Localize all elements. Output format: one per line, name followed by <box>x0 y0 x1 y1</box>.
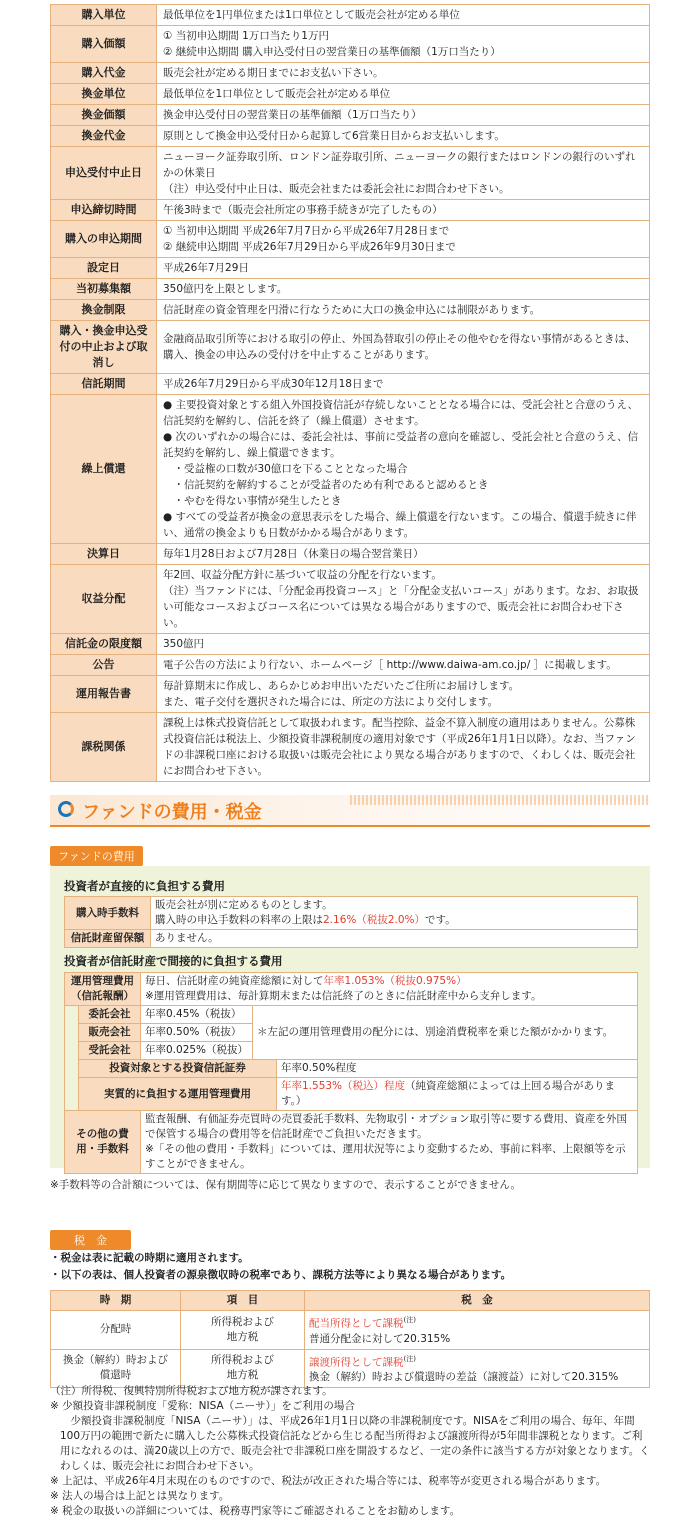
spec-value: 最低単位を1円単位または1口単位として販売会社が定める単位 <box>157 5 650 26</box>
column-header: 時 期 <box>51 1291 181 1311</box>
spec-row <box>51 5 650 26</box>
purchase-fee-label: 購入時手数料 <box>65 897 151 930</box>
spec-value: 販売会社が定める期日までにお支払い下さい。 <box>157 63 650 84</box>
breakdown-value: 年率0.025%（税抜） <box>141 1042 253 1060</box>
spec-value: 平成26年7月29日 <box>157 258 650 279</box>
breakdown-label: 受託会社 <box>79 1042 141 1060</box>
spec-label: 繰上償還 <box>51 395 157 544</box>
tax-value <box>305 1311 650 1350</box>
spec-row <box>51 279 650 300</box>
table-row <box>65 930 638 948</box>
table-row <box>51 1349 650 1388</box>
spec-label: 公告 <box>51 655 157 676</box>
fee-footnote: ※手数料等の合計額については、保有期間等に応じて異なりますので、表示することができません。 <box>50 1179 522 1191</box>
indent-cell <box>65 1060 79 1078</box>
spec-label: 収益分配 <box>51 565 157 634</box>
spec-row <box>51 147 650 200</box>
spec-row <box>51 713 650 782</box>
column-header: 税 金 <box>305 1291 650 1311</box>
table-header-row <box>51 1291 650 1311</box>
spec-label: 換金単位 <box>51 84 157 105</box>
spec-row <box>51 544 650 565</box>
target-fund-value: 年率0.50%程度 <box>277 1060 638 1078</box>
table-row <box>65 1078 638 1111</box>
tax-note: ※ 少額投資非課税制度「愛称：NISA（ニーサ）」をご利用の場合 <box>50 1400 355 1412</box>
indent-cell <box>65 1078 79 1111</box>
tax-detail: 換金（解約）時および償還時の差益（譲渡益）に対して20.315% <box>309 1371 619 1383</box>
spec-row <box>51 105 650 126</box>
purchase-fee-line1: 販売会社が別に定めるものとします。 <box>155 899 333 911</box>
other-fee-label: その他の費用・手数料 <box>65 1111 141 1174</box>
table-row <box>51 1311 650 1350</box>
spec-label: 申込受付中止日 <box>51 147 157 200</box>
spec-row <box>51 126 650 147</box>
tax-value <box>305 1349 650 1388</box>
spec-value: 350億円 <box>157 634 650 655</box>
tax-detail: 普通分配金に対して20.315% <box>309 1332 451 1345</box>
tax-type: 配当所得として課税 <box>309 1317 404 1330</box>
spec-row <box>51 26 650 63</box>
mgmt-fee-text: 毎日、信託財産の純資産総額に対して <box>145 975 324 987</box>
tax-sup: (注) <box>403 1354 416 1363</box>
spec-label: 換金代金 <box>51 126 157 147</box>
spec-row <box>51 374 650 395</box>
mgmt-fee-value <box>141 973 638 1006</box>
tax-note: ※ 法人の場合は上記とは異なります。 <box>50 1490 230 1502</box>
spec-row <box>51 300 650 321</box>
spec-value: 毎計算期末に作成し、あらかじめお申出いただいたご住所にお届けします。 また、電子交付を選択された場合には、所定の方法により交付します。 <box>157 676 650 713</box>
reserve-value: ありません。 <box>151 930 638 948</box>
spec-label: 購入の申込期間 <box>51 221 157 258</box>
table-row <box>65 897 638 930</box>
spec-value: ① 当初申込期間 平成26年7月7日から平成26年7月28日まで ② 継続申込期間 平成26年7月29日から平成26年9月30日まで <box>157 221 650 258</box>
spec-value: 年2回、収益分配方針に基づいて収益の分配を行ないます。 （注）当ファンドには、「分配金再投資コース」と「分配金支払いコース」があります。なお、お取扱い可能なコースおよびコース名については異なる場合がありますので、販売会社にお問合わせ下さい。 <box>157 565 650 634</box>
other-fee-value: 監査報酬、有価証券売買時の売買委託手数料、先物取引・オプション取引等に要する費用、資産を外国で保管する場合の費用等を信託財産でご負担いただきます。 ※「その他の費用・手数料」については、運用状況等により変動するため、事前に料率、上限額等を示すことができません。 <box>141 1111 638 1174</box>
spec-row <box>51 565 650 634</box>
spec-label: 申込締切時間 <box>51 200 157 221</box>
reserve-label: 信託財産留保額 <box>65 930 151 948</box>
spec-label: 換金制限 <box>51 300 157 321</box>
section-title: ファンドの費用・税金 <box>82 802 262 823</box>
table-row <box>65 1111 638 1174</box>
purchase-fee-line2: 購入時の申込手数料の料率の上限は <box>155 914 323 926</box>
spec-row <box>51 221 650 258</box>
purchase-fee-rate: 2.16%（税抜2.0%） <box>323 914 426 926</box>
spec-label: 購入代金 <box>51 63 157 84</box>
indirect-cost-heading: 投資者が信託財産で間接的に負担する費用 <box>64 954 283 968</box>
spec-value: ニューヨーク証券取引所、ロンドン証券取引所、ニューヨークの銀行またはロンドンの銀行のいずれかの休業日 （注）申込受付中止日は、販売会社または委託会社にお問合わせ下さい。 <box>157 147 650 200</box>
spec-label: 購入・換金申込受付の中止および取消し <box>51 321 157 374</box>
spec-row <box>51 200 650 221</box>
tax-period: 分配時 <box>51 1311 181 1350</box>
spec-label: 信託金の限度額 <box>51 634 157 655</box>
spec-row <box>51 258 650 279</box>
spec-value: 金融商品取引所等における取引の停止、外国為替取引の停止その他やむを得ない事情があるときは、購入、換金の申込みの受付けを中止することがあります。 <box>157 321 650 374</box>
spec-label: 換金価額 <box>51 105 157 126</box>
tax-tag: 税 金 <box>50 1230 131 1250</box>
tax-notes <box>50 1384 650 1519</box>
tax-note: ※ 税金の取扱いの詳細については、税務専門家等にご確認されることをお勧めします。 <box>50 1505 461 1517</box>
spec-value: 午後3時まで（販売会社所定の事務手続きが完了したもの） <box>157 200 650 221</box>
spec-label: 購入単位 <box>51 5 157 26</box>
spec-label: 購入価額 <box>51 26 157 63</box>
tax-note: ※ 上記は、平成26年4月末現在のものですので、税法が改正された場合等には、税率等が変更される場合があります。 <box>50 1475 607 1487</box>
breakdown-value: 年率0.45%（税抜） <box>141 1006 253 1024</box>
spec-label: 決算日 <box>51 544 157 565</box>
tax-period: 換金（解約）時および 償還時 <box>51 1349 181 1388</box>
tax-table <box>50 1290 650 1388</box>
spec-row <box>51 655 650 676</box>
tax-type: 譲渡所得として課税 <box>309 1356 404 1368</box>
column-header: 項 目 <box>181 1291 305 1311</box>
tax-note: （注）所得税、復興特別所得税および地方税が課されます。 <box>50 1385 333 1397</box>
breakdown-label: 販売会社 <box>79 1024 141 1042</box>
spec-row <box>51 676 650 713</box>
fund-spec-table <box>50 4 650 782</box>
actual-fee-note: （純資産総額によっては上回る場合があります。） <box>281 1080 616 1107</box>
mgmt-fee-note: ※運用管理費用は、毎計算期末または信託終了のときに信託財産中から支弁します。 <box>145 990 542 1002</box>
spec-label: 課税関係 <box>51 713 157 782</box>
spec-value: 毎年1月28日および7月28日（休業日の場合翌営業日） <box>157 544 650 565</box>
section-header <box>50 795 650 827</box>
table-row <box>65 1060 638 1078</box>
actual-fee-label: 実質的に負担する運用管理費用 <box>79 1078 277 1111</box>
spec-value: 換金申込受付日の翌営業日の基準価額（1万口当たり） <box>157 105 650 126</box>
ring-icon <box>58 801 74 817</box>
header-stripe-decoration <box>350 795 650 805</box>
spec-label: 当初募集額 <box>51 279 157 300</box>
table-row <box>65 1006 638 1024</box>
spec-value: 原則として換金申込受付日から起算して6営業日目からお支払いします。 <box>157 126 650 147</box>
indent-cell <box>65 1006 79 1060</box>
spec-value: 350億円を上限とします。 <box>157 279 650 300</box>
breakdown-value: 年率0.50%（税抜） <box>141 1024 253 1042</box>
spec-label: 設定日 <box>51 258 157 279</box>
fee-panel <box>50 866 650 1168</box>
spec-value: ① 当初申込期間 1万口当たり1万円 ② 継続申込期間 購入申込受付日の翌営業日の基準価額（1万口当たり） <box>157 26 650 63</box>
table-row <box>65 973 638 1006</box>
breakdown-label: 委託会社 <box>79 1006 141 1024</box>
mgmt-fee-label-line1: 運用管理費用 <box>71 975 134 987</box>
tax-intro-2: ・以下の表は、個人投資者の源泉徴収時の税率であり、課税方法等により異なる場合があります。 <box>50 1269 512 1281</box>
tax-note: 少額投資非課税制度「NISA（ニーサ）」は、平成26年1月1日以降の非課税制度です。NISAをご利用の場合、毎年、年間100万円の範囲で新たに購入した公募株式投資信託などから生じる配当所得および譲渡所得が5年間非課税となります。ご利用になれるのは、満20歳以上の方で、販売会社で非課税口座を開設するなど、一定の条件に該当する方が対象となります。くわしくは、販売会社にお問合わせ下さい。 <box>60 1415 650 1472</box>
spec-value: ● 主要投資対象とする組入外国投資信託が存続しないこととなる場合には、受託会社と合意のうえ、信託契約を解約し、信託を終了（繰上償還）させます。 ● 次のいずれかの場合には、委託会社は、事前に受益者の意向を確認し、受託会社と合意のうえ、信託契約を解約し、繰上償還できます。 ・受益権の口数が30億口を下ることとなった場合 ・信託契約を解約することが受益者のため有利であると認めるとき ・やむを得ない事情が発生したとき ● すべての受益者が換金の意思表示をした場合、繰上償還を行ないます。この場合、償還手続きに伴い、通常の換金よりも日数がかかる場合があります。 <box>157 395 650 544</box>
direct-cost-heading: 投資者が直接的に負担する費用 <box>64 879 225 893</box>
target-fund-label: 投資対象とする投資信託証券 <box>79 1060 277 1078</box>
spec-value: 最低単位を1口単位として販売会社が定める単位 <box>157 84 650 105</box>
indirect-cost-table <box>64 972 638 1174</box>
fee-tag: ファンドの費用 <box>50 846 143 866</box>
spec-label: 信託期間 <box>51 374 157 395</box>
purchase-fee-suffix: です。 <box>425 914 456 926</box>
breakdown-note: ＊左記の運用管理費用の配分には、別途消費税率を乗じた額がかかります。 <box>253 1006 638 1060</box>
spec-row <box>51 395 650 544</box>
mgmt-fee-rate: 年率1.053%（税抜0.975%） <box>323 975 467 987</box>
spec-value: 課税上は株式投資信託として取扱われます。配当控除、益金不算入制度の適用はありません。公募株式投資信託は税法上、少額投資非課税制度の適用対象です（平成26年1月1日以降）。なお、当ファンドの非課税口座における取扱いは販売会社により異なる場合がありますので、くわしくは、販売会社にお問合わせ下さい。 <box>157 713 650 782</box>
spec-row <box>51 63 650 84</box>
spec-row <box>51 634 650 655</box>
spec-value: 電子公告の方法により行ない、ホームページ［ http://www.daiwa-am.co.jp/ ］に掲載します。 <box>157 655 650 676</box>
purchase-fee-value <box>151 897 638 930</box>
mgmt-fee-label-line2: （信託報酬） <box>71 990 134 1002</box>
mgmt-fee-label <box>65 973 141 1006</box>
tax-sup: (注) <box>403 1316 416 1324</box>
tax-item: 所得税および 地方税 <box>181 1349 305 1388</box>
direct-cost-table <box>64 896 638 948</box>
spec-value: 信託財産の資金管理を円滑に行なうために大口の換金申込には制限があります。 <box>157 300 650 321</box>
actual-fee-rate: 年率1.553%（税込）程度 <box>281 1080 406 1092</box>
spec-row <box>51 321 650 374</box>
actual-fee-value <box>277 1078 638 1111</box>
spec-row <box>51 84 650 105</box>
tax-item: 所得税および 地方税 <box>181 1311 305 1350</box>
spec-value: 平成26年7月29日から平成30年12月18日まで <box>157 374 650 395</box>
spec-label: 運用報告書 <box>51 676 157 713</box>
tax-intro-1: ・税金は表に記載の時期に適用されます。 <box>50 1252 249 1264</box>
